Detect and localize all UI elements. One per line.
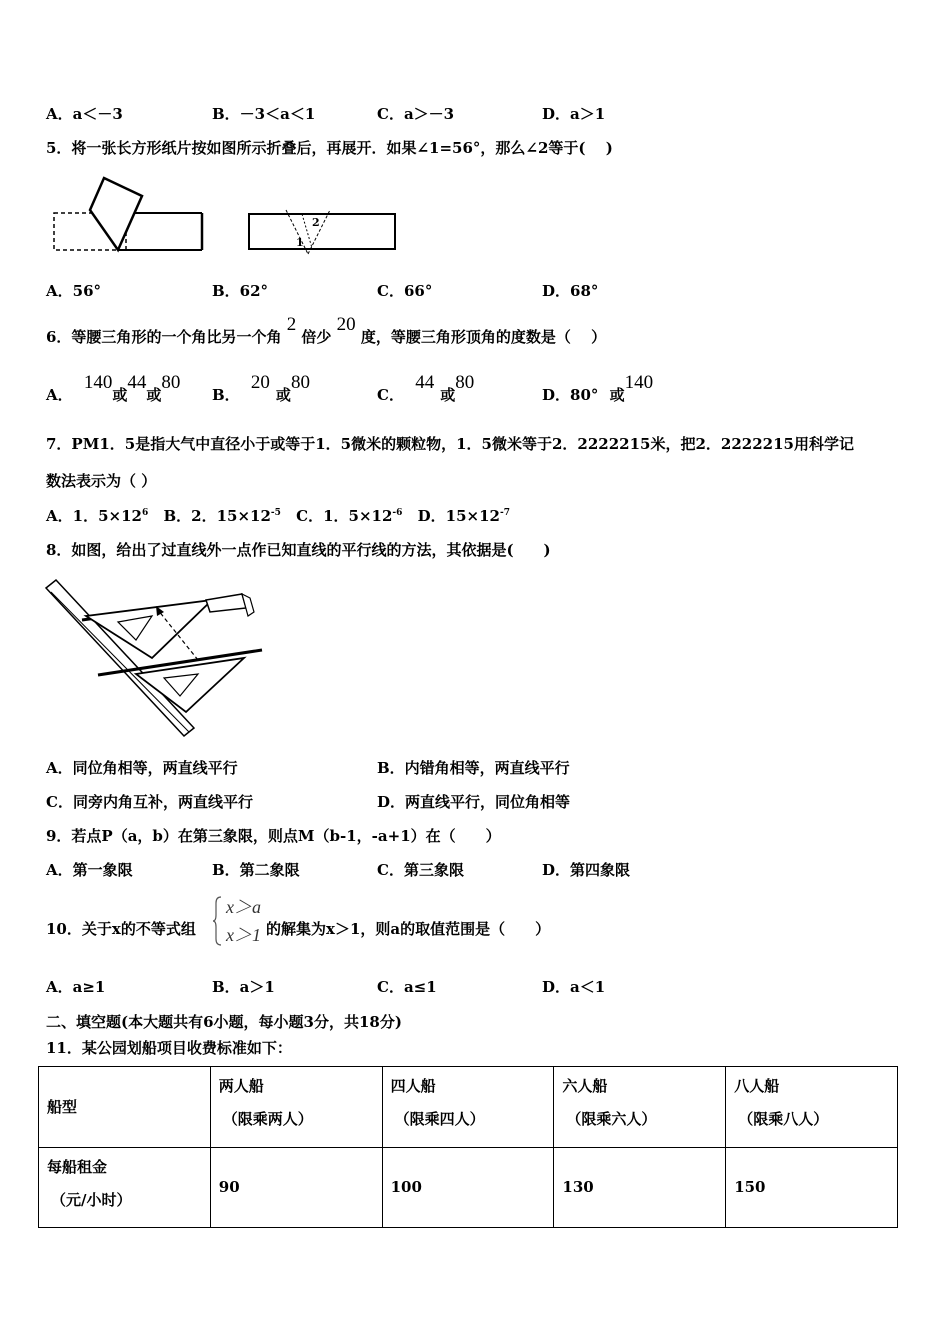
table-cell-boat-2 <box>210 1067 382 1148</box>
boat-name: 四人船 <box>390 1077 436 1095</box>
q5-left-fold-drawing <box>54 178 202 250</box>
q5-right-unfolded-drawing <box>249 210 395 254</box>
q6-option-d-value2: 140 <box>624 372 654 393</box>
q10-text-part2: 的解集为x＞1，则a的取值范围是（ ） <box>266 920 551 938</box>
q4-option-b: B．－3＜a＜1 <box>212 105 316 123</box>
q7-option-b-text: B．2．15×12 <box>163 507 271 525</box>
q6-option-b-value1: 20 <box>250 372 270 393</box>
q6-option-a <box>46 372 181 406</box>
q7-option-c-text: C．1．5×12 <box>296 507 393 525</box>
table-cell-price <box>382 1147 554 1228</box>
q6-option-b-label: B． <box>212 386 240 404</box>
q6-option-b-or: 或 <box>275 386 291 404</box>
price-value: 100 <box>390 1178 422 1197</box>
table-cell-price <box>554 1147 726 1228</box>
q6-text-part3: 度，等腰三角形顶角的度数是（ ） <box>360 328 607 346</box>
rent-unit: （元/小时） <box>51 1190 132 1209</box>
rent-label: 每船租金 <box>47 1157 108 1176</box>
q10-inequality-2: x＞1 <box>226 925 261 945</box>
q6-option-c <box>377 372 475 406</box>
q7-option-d <box>418 507 510 525</box>
table-cell-price <box>210 1147 382 1228</box>
q6-option-c-or: 或 <box>440 386 456 404</box>
q7-option-a-exponent: 6 <box>141 508 149 518</box>
q8-question: 8．如图，给出了过直线外一点作已知直线的平行线的方法，其依据是( ) <box>46 541 551 559</box>
q10-option-c: C．a≤1 <box>377 978 437 996</box>
q6-option-a-or1: 或 <box>112 386 128 404</box>
boat-limit: （限乘四人） <box>394 1110 485 1128</box>
q4-option-d: D．a＞1 <box>542 105 606 123</box>
q6-option-c-value1: 44 <box>415 372 435 393</box>
table-cell-price <box>726 1147 898 1228</box>
q6-number-20: 20 <box>336 314 356 335</box>
q6-number-2: 2 <box>286 314 297 335</box>
boat-limit: （限乘两人） <box>222 1110 313 1128</box>
table-cell-boat-6 <box>554 1067 726 1148</box>
q7-question-line1: 7．PM1．5是指大气中直径小于或等于1．5微米的颗粒物，1．5微米等于2．2222215米，把2．2222215用科学记 <box>46 435 854 453</box>
q6-text-part2: 倍少 <box>301 328 332 346</box>
q7-option-d-exponent: -7 <box>499 508 510 518</box>
q6-option-c-value2: 80 <box>455 372 475 393</box>
q9-option-a: A．第一象限 <box>46 861 133 879</box>
q6-option-b-value2: 80 <box>290 372 310 393</box>
q10-brace <box>213 895 223 947</box>
q8-ruler <box>46 580 194 736</box>
q7-option-b-exponent: -5 <box>270 508 281 518</box>
q6-option-a-value3: 80 <box>161 372 181 393</box>
section2-heading: 二、填空题(本大题共有6小题，每小题3分，共18分) <box>46 1013 402 1031</box>
q6-option-d-or: 或 <box>609 386 625 404</box>
q8-option-c: C．同旁内角互补，两直线平行 <box>46 793 253 811</box>
q10-option-b: B．a＞1 <box>212 978 275 996</box>
q7-option-a <box>46 507 148 525</box>
q11-question: 11．某公园划船项目收费标准如下： <box>46 1039 292 1057</box>
price-value: 150 <box>734 1178 766 1197</box>
q6-question <box>46 314 607 348</box>
boat-limit: （限乘六人） <box>566 1110 657 1128</box>
q9-option-c: C．第三象限 <box>377 861 464 879</box>
boat-limit: （限乘八人） <box>738 1110 829 1128</box>
q5-folded-paper-figure <box>50 172 410 262</box>
q8-pencil <box>206 594 254 616</box>
q6-option-d-label: D．80° <box>542 386 599 404</box>
q6-option-a-value1: 140 <box>83 372 113 393</box>
q5-option-d: D．68° <box>542 282 599 300</box>
q9-option-d: D．第四象限 <box>542 861 631 879</box>
q7-question-line2: 数法表示为（ ） <box>46 472 157 490</box>
table-cell-boat-4 <box>382 1067 554 1148</box>
q4-option-c: C．a＞－3 <box>377 105 455 123</box>
q7-option-d-text: D．15×12 <box>417 507 500 525</box>
table-cell-rent-label <box>39 1147 211 1228</box>
table-row <box>39 1067 898 1148</box>
q10-inequality-1: x＞a <box>226 897 261 917</box>
q6-option-a-label: A． <box>46 386 73 404</box>
q7-option-c <box>296 507 402 525</box>
q5-question: 5．将一张长方形纸片按如图所示折叠后，再展开．如果∠1=56°，那么∠2等于( ) <box>46 139 613 157</box>
q7-option-a-text: A．1．5×12 <box>46 507 142 525</box>
q6-option-a-or2: 或 <box>146 386 162 404</box>
q10-option-a: A．a≥1 <box>46 978 106 996</box>
boat-name: 两人船 <box>218 1077 264 1095</box>
q5-option-a: A．56° <box>46 282 102 300</box>
q6-option-b <box>212 372 310 406</box>
q7-options <box>46 505 510 526</box>
q9-question: 9．若点P（a，b）在第三象限，则点M（b-1，-a+1）在（ ） <box>46 827 501 845</box>
q5-angle-label-1: 1 <box>296 236 304 249</box>
price-value: 90 <box>218 1178 240 1197</box>
table-cell-boat-8 <box>726 1067 898 1148</box>
q8-option-b: B．内错角相等，两直线平行 <box>377 759 570 777</box>
table-cell-boat-type <box>39 1067 211 1148</box>
boat-fee-table <box>38 1066 898 1228</box>
q5-angle-label-2: 2 <box>312 216 320 229</box>
price-value: 130 <box>562 1178 594 1197</box>
boat-type-label: 船型 <box>47 1098 78 1117</box>
boat-name: 八人船 <box>734 1077 780 1095</box>
q8-option-d: D．两直线平行，同位角相等 <box>377 793 571 811</box>
q7-option-c-exponent: -6 <box>392 508 403 518</box>
q4-option-a: A．a＜－3 <box>46 105 123 123</box>
q10-option-d: D．a＜1 <box>542 978 606 996</box>
q8-ruler-triangle-figure <box>46 578 266 738</box>
q5-option-c: C．66° <box>377 282 433 300</box>
q6-option-a-value2: 44 <box>127 372 147 393</box>
boat-name: 六人船 <box>562 1077 608 1095</box>
q5-option-b: B．62° <box>212 282 269 300</box>
q8-option-a: A．同位角相等，两直线平行 <box>46 759 238 777</box>
q10-text-part1: 10．关于x的不等式组 <box>46 920 196 938</box>
q6-option-c-label: C． <box>377 386 404 404</box>
q6-text-part1: 6．等腰三角形的一个角比另一个角 <box>46 328 282 346</box>
q6-option-d <box>542 372 654 406</box>
q9-option-b: B．第二象限 <box>212 861 300 879</box>
q7-option-b <box>163 507 280 525</box>
table-row <box>39 1147 898 1228</box>
